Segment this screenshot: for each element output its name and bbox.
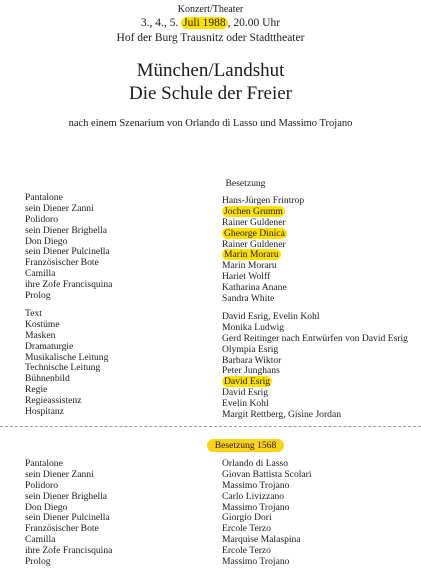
cast-member-name: Katharina Anane [222, 282, 287, 294]
role-label: Regieassistenz [25, 395, 82, 407]
role-label: Dramaturgie [25, 340, 74, 352]
role-label: Französischer Bote [25, 257, 99, 269]
page-title: München/Landshut [136, 60, 285, 81]
play-title: Die Schule der Freier [128, 83, 293, 104]
role-label: sein Diener Pulcinella [25, 512, 110, 524]
role-label: Don Diego [25, 235, 68, 247]
roles-1568-list [25, 459, 112, 568]
role-label: sein Diener Zanni [25, 468, 94, 480]
cast-member-name: Massimo Trojano [222, 556, 290, 568]
crew-roles-list [25, 309, 108, 418]
cast-member [222, 410, 408, 421]
cast-member-name: Carlo Livizzano [222, 490, 285, 502]
role-label: ihre Zofe Francisquina [25, 545, 113, 557]
role-label: Bühnenbild [25, 373, 70, 385]
date-suffix: , 20.00 Uhr [227, 17, 281, 29]
cast-member-name: Margit Rettberg, Gisine Jordan [222, 409, 342, 421]
cast-member-name: Marquise Malaspina [222, 534, 301, 546]
role-label: Masken [25, 329, 56, 341]
cast-member-name: Ercole Terzo [222, 523, 271, 535]
role-label: sein Diener Pulcinella [25, 246, 110, 258]
date-highlight: Juli 1988 [183, 17, 226, 29]
date-prefix: 3., 4., 5. [140, 17, 182, 29]
cast-member-name: Giorgio Dori [222, 512, 272, 524]
role-label: ihre Zofe Francisquina [25, 279, 113, 291]
event-venue: Hof der Burg Trausnitz oder Stadttheater [116, 32, 305, 44]
cast-member-name: Hariet Wolff [222, 271, 271, 283]
role-label: Pantalone [25, 192, 63, 203]
role-label: Französischer Bote [25, 523, 99, 535]
cast-list [222, 196, 304, 305]
cast-1568-label: Besetzung 1568 [207, 439, 285, 452]
cast-member [222, 294, 304, 305]
event-type: Konzert/Theater [177, 4, 244, 15]
cast-member-name: Ercole Terzo [222, 545, 271, 557]
role-label: Prolog [25, 556, 51, 568]
cast-1568-list [222, 459, 312, 568]
cast-member-name: Sandra White [222, 293, 275, 305]
cast-member-name: Massimo Trojano [222, 479, 290, 491]
cast-member-name: Giovan Battista Scolari [222, 468, 312, 480]
cast-member-name: Rainer Guldener [222, 216, 286, 228]
cast-member-name: Marin Moraru [224, 249, 279, 261]
role-label: Hospitanz [25, 406, 64, 418]
roles-list [25, 193, 112, 302]
cast-member-name: Orlando di Lasso [222, 458, 289, 469]
cast-member-name: David Esrig [224, 376, 271, 388]
cast-member-name: Olympia Esrig [222, 343, 279, 355]
cast-member-name: Gheorge Dinica [224, 227, 285, 239]
cast-member-name: Massimo Trojano [222, 501, 290, 513]
role-label: Prolog [25, 290, 51, 302]
role-label: Camilla [25, 534, 56, 546]
cast-member-name: Marin Moraru [222, 260, 277, 272]
crew-list [222, 312, 408, 421]
cast-member [222, 557, 312, 568]
role-label: Kostüme [25, 318, 60, 330]
section-divider [0, 426, 421, 427]
role-label: Polidoro [25, 479, 59, 491]
cast-member-name: Monika Ludwig [222, 321, 285, 333]
role-label: Don Diego [25, 501, 68, 513]
role-label: sein Diener Brighella [25, 224, 108, 236]
role-label: Polidoro [25, 213, 59, 225]
role-label: sein Diener Zanni [25, 202, 94, 214]
cast-member-name: Gerd Reitinger nach Entwürfen von David Esrig [222, 332, 408, 344]
cast-heading: Besetzung [225, 178, 266, 189]
cast-member-name: Hans-Jürgen Frintrop [222, 195, 305, 206]
cast-member-name: David Esrig, Evelin Kohl [222, 311, 320, 322]
role-label: Technische Leitung [25, 362, 101, 374]
role-label: Regie [25, 384, 48, 396]
cast-member-name: Barbara Wiktor [222, 354, 282, 366]
role-label: sein Diener Brighella [25, 490, 108, 502]
cast-1568-heading [35, 440, 421, 451]
cast-member-name: Evelin Kohl [222, 398, 269, 410]
role-label: Text [25, 308, 42, 319]
role-label: Pantalone [25, 458, 63, 469]
event-date [0, 17, 421, 29]
cast-member-name: Rainer Guldener [222, 238, 286, 250]
role-label: Camilla [25, 268, 56, 280]
cast-member-name: Peter Junghans [222, 365, 280, 377]
cast-member-name: Jochen Grumm [224, 205, 283, 217]
cast-member-name: David Esrig [222, 387, 269, 399]
subtitle: nach einem Szenarium von Orlando di Lasso und Massimo Trojano [68, 118, 353, 129]
role-label: Musikalische Leitung [25, 351, 109, 363]
